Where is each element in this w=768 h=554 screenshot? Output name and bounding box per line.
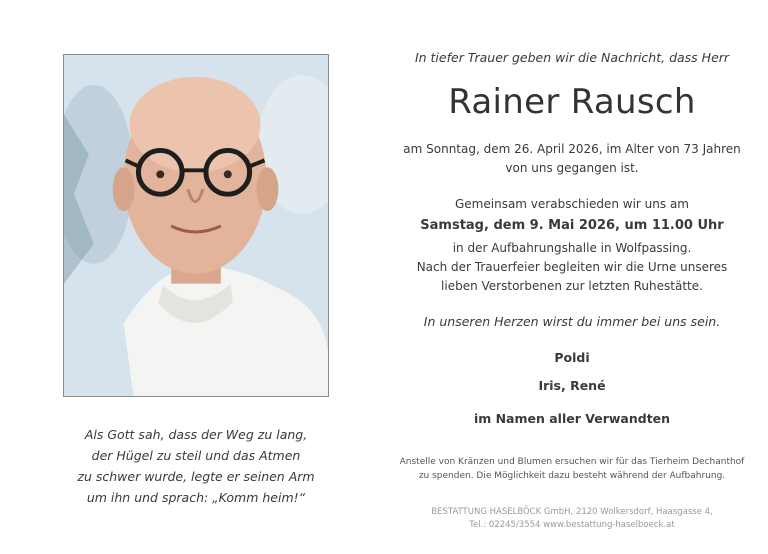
footer-contact: Tel.: 02245/3554 www.bestattung-haselboeck.at [469, 520, 675, 530]
memorial-quote: In unseren Herzen wirst du immer bei uns sein. [423, 314, 721, 329]
poem-line: zu schwer wurde, legte er seinen Arm [77, 469, 315, 484]
funeral-place [382, 239, 762, 296]
death-notice-line: von uns gegangen ist. [505, 161, 639, 175]
portrait-photo [63, 54, 329, 397]
death-notice-line: am Sonntag, dem 26. April 2026, im Alter von 73 Jahren [403, 142, 741, 156]
deceased-name: Rainer Rausch [448, 82, 696, 122]
footer-address: BESTATTUNG HASELBÖCK GmbH, 2120 Wolkersdorf, Haasgasse 4, [431, 507, 713, 517]
mourner-name: Poldi [554, 350, 590, 365]
donation-note [382, 455, 762, 483]
funeral-home-footer [382, 506, 762, 532]
donation-note-line: zu spenden. Die Möglichkeit dazu besteht während der Aufbahrung. [418, 471, 726, 481]
portrait-illustration [64, 55, 328, 396]
death-notice [382, 140, 762, 178]
mourner-relatives: im Namen aller Verwandten [473, 411, 671, 426]
donation-note-line: Anstelle von Kränzen und Blumen ersuchen wir für das Tierheim Dechanthof [399, 457, 745, 467]
poem-line: der Hügel zu steil und das Atmen [91, 448, 301, 463]
mourner-name: Iris, René [538, 378, 606, 393]
poem-line: um ihn und sprach: „Komm heim!“ [86, 490, 306, 505]
funeral-place-line: lieben Verstorbenen zur letzten Ruhestätte. [441, 279, 703, 293]
funeral-date: Samstag, dem 9. Mai 2026, um 11.00 Uhr [420, 218, 724, 233]
intro-text: In tiefer Trauer geben wir die Nachricht, dass Herr [414, 50, 730, 65]
poem [63, 424, 329, 508]
poem-line: Als Gott sah, dass der Weg zu lang, [84, 427, 308, 442]
funeral-place-line: in der Aufbahrungshalle in Wolfpassing. [452, 241, 692, 255]
funeral-place-line: Nach der Trauerfeier begleiten wir die Urne unseres [416, 260, 728, 274]
farewell-text: Gemeinsam verabschieden wir uns am [455, 197, 689, 211]
